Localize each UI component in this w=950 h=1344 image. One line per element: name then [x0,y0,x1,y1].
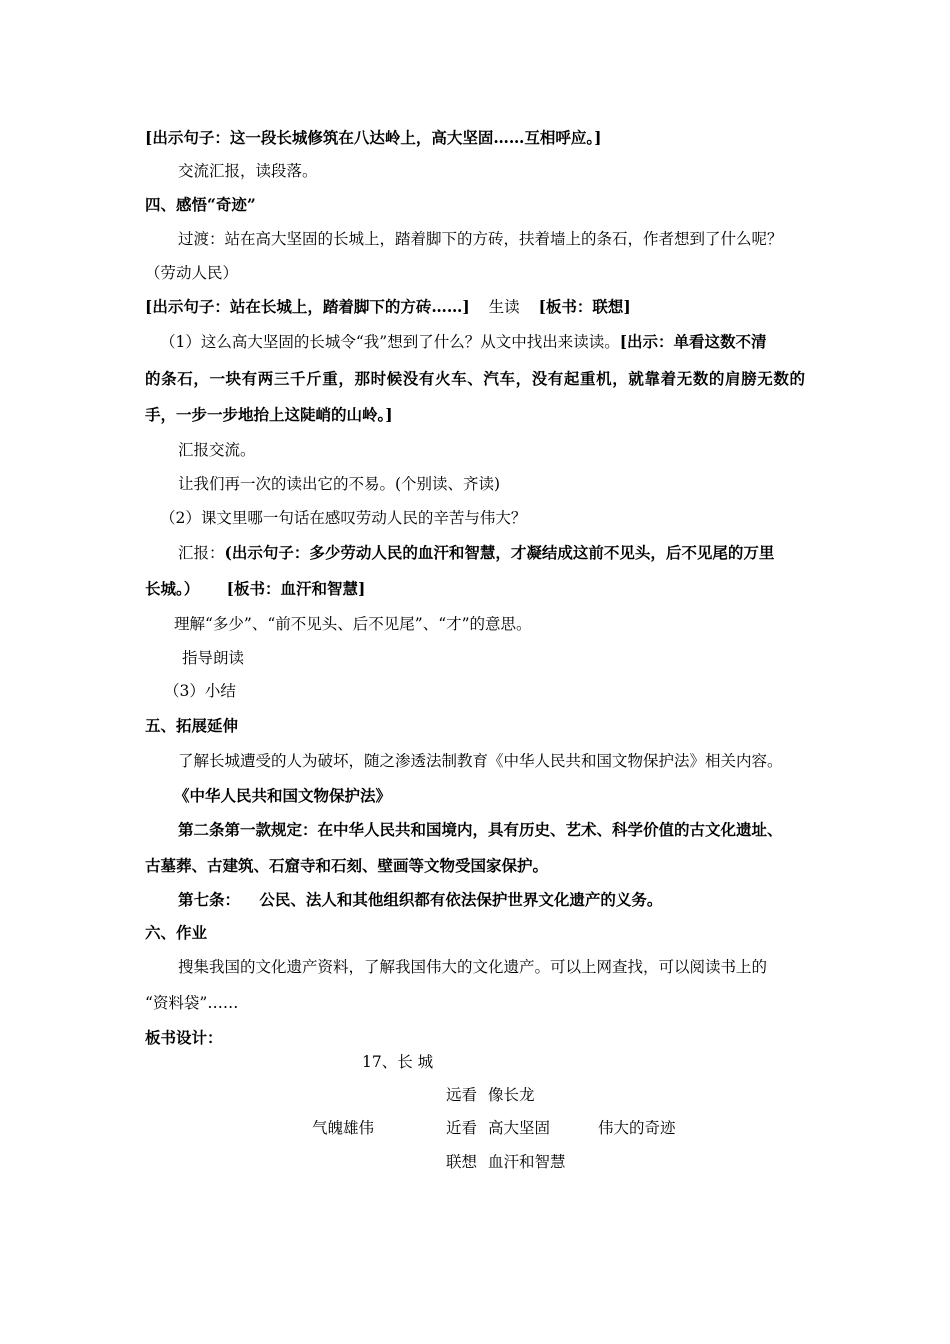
quote-continuation-2: 手，一步一步地抬上这陡峭的山岭。] [145,405,393,424]
quote-sentence-1: [出示句子：这一段长城修筑在八达岭上，高大坚固……互相呼应。] [145,128,602,147]
section-heading-5: 五、拓展延伸 [145,716,239,735]
paragraph-reread: 让我们再一次的读出它的不易。(个别读、齐读) [178,475,501,493]
question-1: （1）这么高大坚固的长城令“我”想到了什么？从文中找出来读读。 [160,333,620,351]
board-right-label: 伟大的奇迹 [598,1119,676,1137]
board-row [446,1152,565,1172]
board-row-value: 血汗和智慧 [487,1153,566,1171]
section-heading-4: 四、感悟“奇迹” [145,195,256,214]
paragraph-guide-reading: 指导朗读 [182,649,245,667]
paragraph-exchange: 汇报交流。 [178,441,256,459]
quote-line-2 [145,297,631,317]
paragraph-report: 交流汇报，读段落。 [178,162,318,180]
law-article-7-line [178,890,662,910]
report-label: 汇报： [178,544,225,562]
board-row-key: 联想 [446,1153,478,1171]
law-article-2-cont: 古墓葬、古建筑、石窟寺和石刻、壁画等文物受国家保护。 [145,856,549,875]
question-1-line [160,332,767,352]
law-title: 《中华人民共和国文物保护法》 [174,786,392,805]
report-line [178,543,774,563]
board-row-key: 远看 [446,1086,478,1104]
paragraph-answer: （劳动人民） [145,264,239,282]
law-article-2: 第二条第一款规定：在中华人民共和国境内，具有历史、艺术、科学价值的古文化遗址、 [178,820,783,839]
paragraph-summary: （3）小结 [164,682,236,700]
question-2: （2）课文里哪一句话在感叹劳动人民的辛苦与伟大？ [160,509,527,527]
paragraph-understand: 理解“多少”、“前不见头、后不见尾”、“才”的意思。 [174,615,532,633]
quote-continuation-1: 的条石，一块有两三千斤重，那时候没有火车、汽车，没有起重机，就靠着无数的肩膀无数的 [145,369,805,388]
quote-sentence-3-end: 长城。） [145,579,200,598]
board-row-value: 高大坚固 [487,1119,550,1137]
paragraph-transition: 过渡：站在高大坚固的长城上，踏着脚下的方砖，扶着墙上的条石，作者想到了什么呢？ [178,230,783,248]
law-article-7: 公民、法人和其他组织都有依法保护世界文化遗产的义务。 [259,890,663,909]
student-read: 生读 [488,298,520,316]
section-heading-6: 六、作业 [145,923,208,942]
board-note-association: [板书：联想] [538,297,631,316]
board-row [446,1085,534,1105]
quote-sentence-2: [出示句子：站在长城上，踏着脚下的方砖……] [145,297,470,316]
board-note-blood-sweat: [板书：血汗和智慧] [226,579,366,598]
board-row-key: 近看 [446,1119,478,1137]
show-quote-start: [出示：单看这数不清 [619,332,767,351]
paragraph-extension: 了解长城遭受的人为破坏，随之渗透法制教育《中华人民共和国文物保护法》相关内容。 [178,752,783,770]
board-row [446,1118,550,1138]
law-article-7-label: 第七条： [178,890,241,909]
paragraph-homework: 搜集我国的文化遗产资料，了解我国伟大的文化遗产。可以上网查找，可以阅读书上的 [178,958,768,976]
board-title: 17、长 城 [362,1053,434,1071]
board-left-label: 气魄雄伟 [312,1119,375,1137]
paragraph-homework-cont: “资料袋”…… [145,994,239,1012]
board-design-label: 板书设计： [145,1028,223,1047]
quote-sentence-3: (出示句子：多少劳动人民的血汗和智慧，才凝结成这前不见头，后不见尾的万里 [224,543,775,562]
quote-end-line [145,579,365,599]
board-row-value: 像长龙 [487,1086,535,1104]
